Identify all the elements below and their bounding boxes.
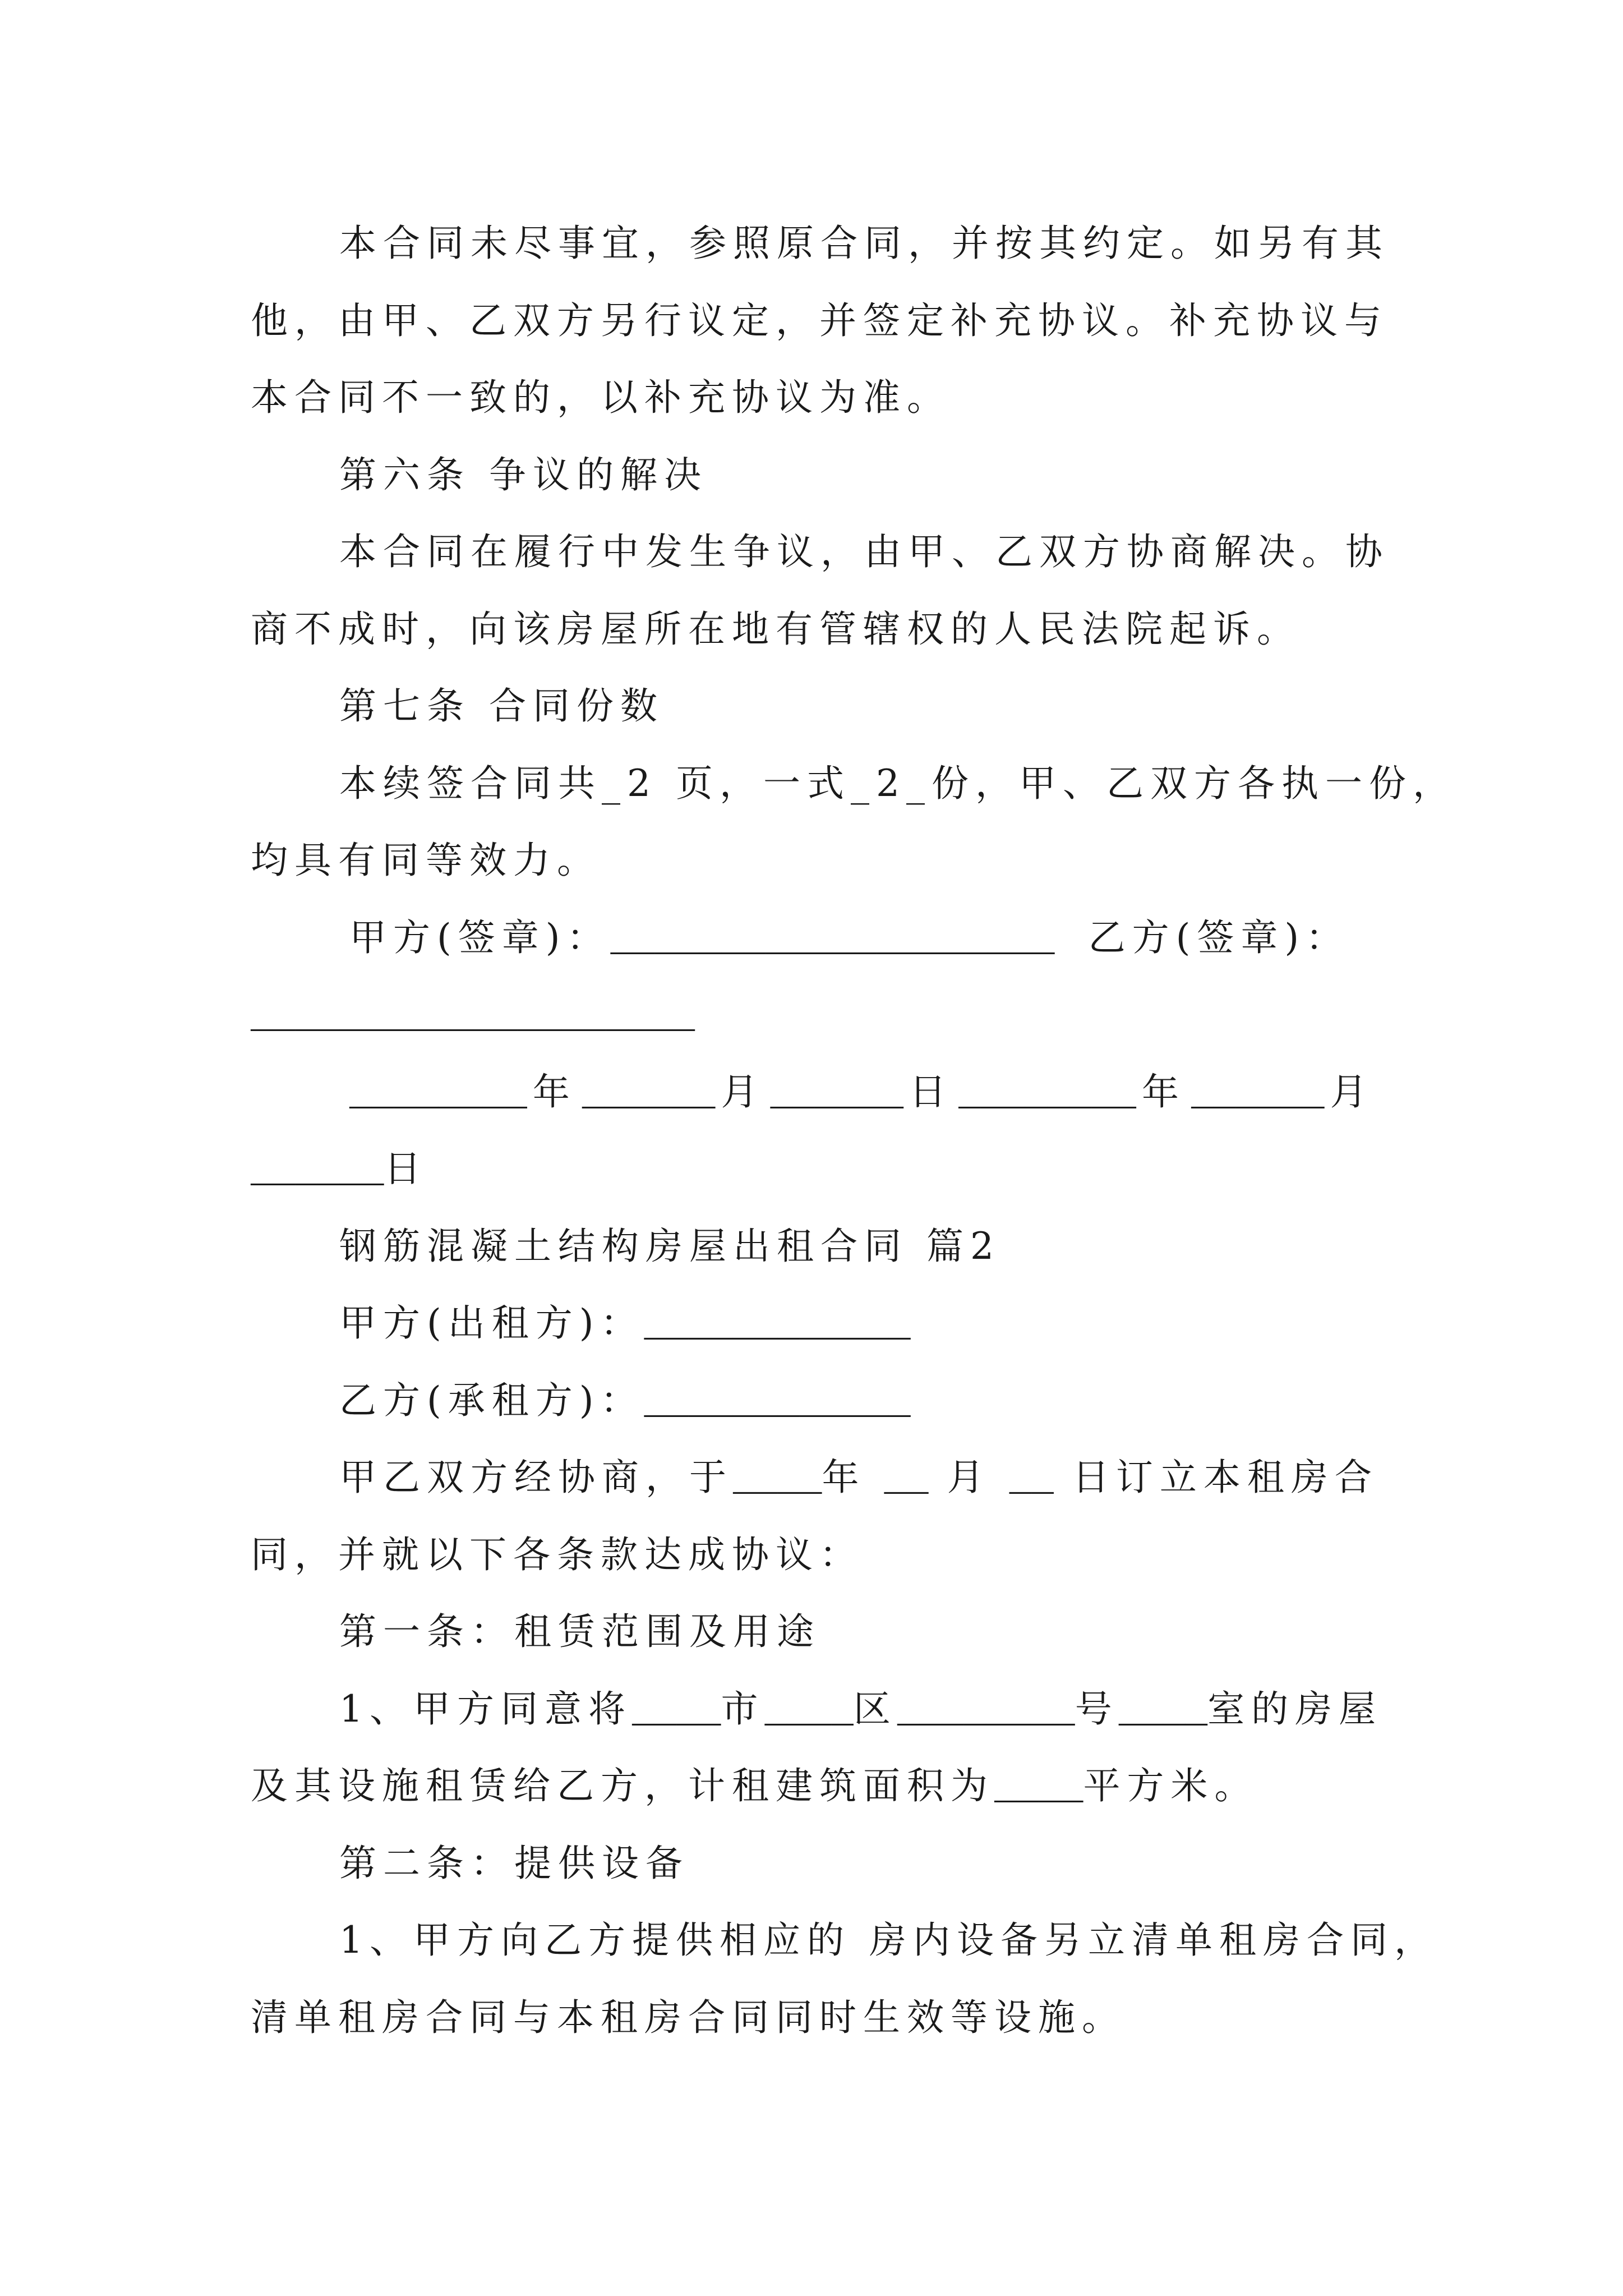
signature-line	[251, 976, 1513, 1053]
text-line	[251, 745, 1513, 822]
number-blank: ________	[897, 1690, 1075, 1733]
article-6-heading: 第六条 争议的解决	[339, 453, 708, 496]
article-1-heading: 第一条：租赁范围及用途	[339, 1610, 820, 1653]
contract-title	[251, 1208, 1513, 1285]
lessor-blank: ____________	[644, 1305, 911, 1347]
city-blank: ____	[632, 1690, 721, 1733]
party-a-signature-blank: ____________________	[610, 919, 1055, 961]
preamble-text: 甲乙双方经协商，于	[339, 1456, 733, 1499]
date-a-year-blank: ________	[349, 1073, 527, 1116]
lessee-label: 乙方(承租方)：	[339, 1378, 644, 1422]
article-7-heading: 第七条 合同份数	[339, 684, 664, 728]
area-blank: ____	[994, 1768, 1083, 1810]
city-unit: 市	[721, 1687, 765, 1731]
text-line	[251, 205, 1513, 282]
district-unit: 区	[853, 1687, 897, 1731]
supplementary-clause-text: 他，由甲、乙双方另行议定，并签定补充协议。补充协议与	[251, 298, 1388, 342]
preamble-year-blank: ____	[733, 1459, 822, 1501]
article-2-text: 清单租房合同与本租房合同同时生效等设施。	[251, 1995, 1126, 2039]
article-1-text: 1、甲方同意将	[339, 1687, 632, 1731]
date-a-year-unit: 年	[532, 1070, 577, 1114]
area-unit: 平方米。	[1083, 1764, 1258, 1807]
preamble-month-unit: 月	[947, 1456, 991, 1499]
date-b-day-blank: ______	[251, 1151, 384, 1193]
party-a-signature-label: 甲方(签章)：	[349, 915, 611, 959]
date-b-day-unit: 日	[384, 1147, 428, 1190]
date-a-month-blank: ______	[582, 1073, 716, 1116]
text-line	[251, 1979, 1513, 2056]
article-7-text: 均具有同等效力。	[251, 839, 601, 882]
supplementary-clause-text: 本合同未尽事宜，参照原合同，并按其约定。如另有其	[339, 222, 1389, 265]
article-2-text: 1、甲方向乙方提供相应的 房内设备另立清单租房合同，	[339, 1918, 1438, 1962]
number-unit: 号	[1075, 1687, 1119, 1731]
lessee-blank: ____________	[644, 1382, 911, 1424]
text-line	[251, 1516, 1513, 1594]
date-b-year-blank: ________	[958, 1073, 1136, 1116]
article-2-heading: 第二条：提供设备	[339, 1841, 689, 1885]
date-a-day-unit: 日	[909, 1070, 953, 1114]
text-line	[251, 1747, 1513, 1825]
party-line	[251, 1362, 1513, 1439]
article-heading	[251, 1825, 1513, 1902]
text-line	[251, 513, 1513, 591]
supplementary-clause-text: 本合同不一致的，以补充协议为准。	[251, 376, 951, 419]
date-a-month-unit: 月	[721, 1070, 765, 1114]
date-b-month-unit: 月	[1330, 1070, 1374, 1114]
date-b-month-blank: ______	[1191, 1073, 1325, 1116]
room-blank: ____	[1118, 1690, 1208, 1733]
text-line	[251, 282, 1513, 360]
article-heading	[251, 436, 1513, 514]
district-blank: ____	[764, 1690, 854, 1733]
date-line	[251, 1130, 1513, 1208]
text-line	[251, 1902, 1513, 1979]
lessor-label: 甲方(出租方)：	[339, 1301, 644, 1345]
preamble-day-blank: __	[1009, 1459, 1054, 1501]
article-heading	[251, 1593, 1513, 1671]
article-6-text: 商不成时，向该房屋所在地有管辖权的人民法院起诉。	[251, 607, 1301, 651]
date-a-day-blank: ______	[770, 1073, 904, 1116]
party-b-signature-label: 乙方(签章)：	[1088, 915, 1350, 959]
signature-line	[251, 899, 1513, 977]
preamble-year-unit: 年	[822, 1456, 866, 1499]
party-b-signature-blank: ____________________	[251, 996, 695, 1038]
text-line	[251, 1671, 1513, 1748]
party-line	[251, 1285, 1513, 1362]
article-1-text: 及其设施租赁给乙方，计租建筑面积为	[251, 1764, 994, 1807]
preamble-text: 同，并就以下各条款达成协议：	[251, 1533, 863, 1576]
contract-2-title: 钢筋混凝土结构房屋出租合同 篇2	[339, 1224, 1000, 1268]
article-7-text: 本续签合同共_2 页，一式_2_份，甲、乙双方各执一份，	[339, 761, 1456, 805]
text-line	[251, 822, 1513, 899]
article-6-text: 本合同在履行中发生争议，由甲、乙双方协商解决。协	[339, 530, 1389, 573]
text-line	[251, 591, 1513, 668]
article-heading	[251, 668, 1513, 745]
preamble-month-blank: __	[884, 1459, 929, 1501]
document-body	[251, 205, 1513, 2056]
text-line	[251, 359, 1513, 436]
text-line	[251, 1439, 1513, 1516]
article-1-text: 室的房屋	[1207, 1687, 1383, 1731]
date-line	[251, 1053, 1513, 1131]
preamble-text: 日订立本租房合	[1072, 1456, 1378, 1499]
date-b-year-unit: 年	[1142, 1070, 1186, 1114]
